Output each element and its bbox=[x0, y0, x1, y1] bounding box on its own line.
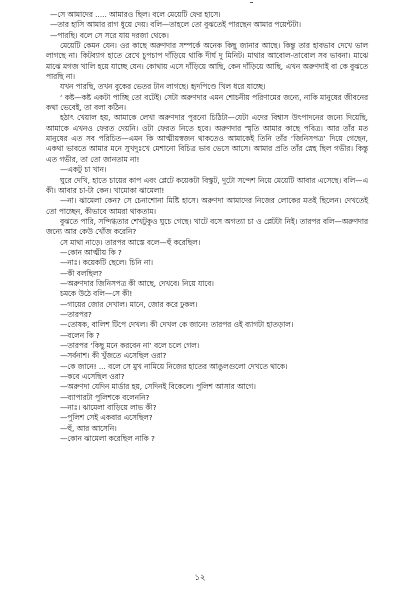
paragraph: —পুলিশ সেই একবার এসেছিল? bbox=[60, 413, 153, 423]
paragraph: —বলেন কি ? bbox=[60, 330, 100, 340]
paragraph: —কোন ঝামেলা করেছিল নাকি ? bbox=[60, 434, 155, 444]
paragraph: বুঝতে পারি, সন্দিগ্ধতার শেখটুকুও ঘুচে গেছে। খাটে বসে অগত্যা চা ও প্লেটটা নিই। তারপর বলি—অরুণদার জন্যে আর কেউ খোঁজ করেনি? bbox=[46, 216, 368, 237]
paragraph: ‘ কষ্ট—কষ্ট একটা পাচ্ছি তো বটেই। সেটা অরুণদার এমন শোচনীয় পরিণামের জন্যে, নাকি মানুষের জীবনের কথা ভেবেই, তা বলা কঠিন। bbox=[46, 92, 368, 113]
paragraph: —কে জানে! ... বলে সে মুখ নামিয়ে নিজের হাতের আঙুলগুলো দেখতে থাকে। bbox=[60, 361, 288, 371]
page-body-text bbox=[46, 10, 368, 444]
paragraph: —অরুণদা যেদিন মার্ডার হয়, সেদিনই বিকেলে। পুলিশ আসার আগে। bbox=[60, 382, 256, 392]
paragraph: —সে আমাদের ..... আমারও ছিল। বলে মেয়েটি ফের হাসে। bbox=[50, 10, 221, 19]
paragraph: —পারছি। বলে সে সরে যায় দরজা থেকে। bbox=[50, 30, 169, 40]
paragraph: —ব্যাপারটা পুলিশকে বলেননি? bbox=[60, 392, 150, 402]
paragraph: —কোন আত্মীয় কি ? bbox=[60, 247, 122, 257]
paragraph: —নাঃ। কয়েকটি ছেলে। চিনি না। bbox=[60, 258, 153, 268]
paragraph: যখন পারছি, তখন বুকের ভেতর টান লাগছে। হৃদপিণ্ডে খিল ধরে যাচ্ছে। bbox=[60, 82, 266, 92]
paragraph: —তার হাসি আমার রাগ ধুয়ে দেয়। বলি—তাহলে তো বুঝতেই পারছেন আমার পয়েন্টটা। bbox=[50, 20, 302, 30]
paragraph: ঘুরে দেখি, হাতে চায়ের কাপ এবং প্লেটে কয়েকটা বিস্কুট, দুটো সন্দেশ নিয়ে মেয়েটি আবার এসেছে। বলি—এ কী। আবার চা-টা কেন। খামোকা ঝামেলা! bbox=[46, 175, 368, 195]
paragraph: —তোষক, বালিশ টিপে দেখল। কী দেখল কে জানে! তারপর ওই ব্যাগটা হাতড়াল। bbox=[60, 320, 294, 330]
paragraph: মেয়েটি কেমন যেন। ওর কাছে অরুণদার সম্পর্কে অনেক কিছু জানার আছে। কিন্তু তার হাবভাব দেখে ভাল লাগছে না। কিটব্যাগ হাতে রেখে চুপচাপ দাঁড়িয়ে থাকি দীর্ঘ দু মিনিট। মাথার আবোল-তাবোল সব ভাবনা। মাঝে মাঝে মগজ খালি হয়ে যাচ্ছে যেন। কোথায় এসে দাঁড়িয়ে আছি, কেন দাঁড়িয়ে আছি, এখন অরুণদাই বা কে বুঝতে পারছি না। bbox=[46, 41, 368, 82]
paragraph: —তারপর? bbox=[60, 309, 92, 319]
scan-speck bbox=[250, 2, 253, 3]
paragraph: সে মাথা নাড়ে। তারপর আস্তে বলে—হুঁ করেছিল। bbox=[60, 237, 201, 247]
paragraph: —কবে এসেছিল ওরা? bbox=[60, 372, 125, 382]
paragraph: —না। ঝামেলা কেন? সে চেনাশোনা মিষ্টি হাসে। অরুণদা আমাদের নিজের লোকের মতই ছিলেন। দেখতেই তো পাচ্ছেন, কীভাবে আমরা থাকতাম। bbox=[46, 196, 368, 216]
paragraph: —গায়ের জোর দেখাল। মানে, জোর করে ঢুকল। bbox=[60, 299, 198, 309]
paragraph: —তারপর ‘কিছু মনে করবেন না’ বলে চলে গেল। bbox=[60, 341, 200, 350]
paragraph: —হুঁ, আর আসেনি। bbox=[60, 423, 117, 433]
page-number: ১২ bbox=[194, 573, 206, 583]
paragraph: চমকে উঠে বলি—সে কী! bbox=[60, 289, 133, 299]
paragraph: —একটু চা খান। bbox=[60, 165, 107, 175]
paragraph: —নাঃ। ঝামেলা বাড়িয়ে লাভ কী? bbox=[60, 403, 157, 413]
paragraph: হঠাৎ খেয়াল হয়, আমাকে লেখা অরুণদার পুরনো চিঠিটা—যেটা এদের বিশ্বাস উৎপাদনের জন্যে দিয়েছি, আমাকে এখনও ফেরত দেয়নি। ওটা ফেরত নিতে হবে। অরুণদার স্মৃতি আমার কাছে পবিত্র। আর তাঁর মত মানুষের এত সব পরিচিত—এমন কি আত্মীয়স্বজন থাকতেও আমাকেই তিনি তাঁর ‘জিনিসপত্র’ দিয়ে গেছেন, একথা ভাবতে আমার মনে সুখদুঃখে মেশানো বিচিত্র ভাব ভেসে আসে। আমার প্রতি তাঁর স্নেহ ছিল গভীর। কিন্তু এত গভীর, তা তো জানতাম না! bbox=[46, 113, 368, 164]
paragraph: —কী বলছিল? bbox=[60, 268, 103, 278]
paragraph: —সর্বনাশ। কী খুঁজতে এসেছিল ওরা? bbox=[60, 351, 167, 361]
paragraph: —অরুণদার জিনিসপত্র কী আছে, দেখবে। নিয়ে যাবে। bbox=[60, 278, 214, 288]
